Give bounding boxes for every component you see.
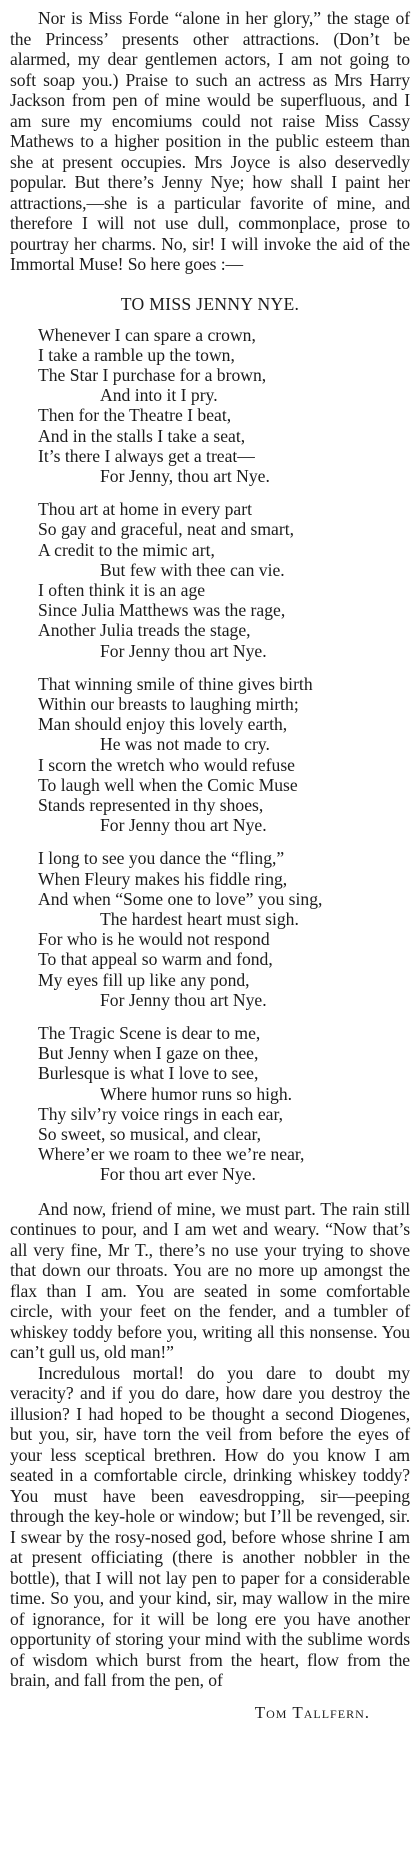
poem-line: Since Julia Matthews was the rage, [38,600,286,621]
intro-paragraph: Nor is Miss Forde “alone in her glory,” the stage of the Princess’ presents other attractions. (Don’t be alarmed, my dear gentlemen actors, I am not going to soft soap you.) Praise to such an actress as Mrs Harry Jackson from pen of mine would be superfluous, and I am sure my encomiums could not raise Miss Cassy Mathews to a higher position in the public esteem than she at present occupies. Mrs Joyce is also deservedly popular. But there’s Jenny Nye; how shall I paint her attractions,—she is a particular favorite of mine, and therefore I will not use dull, commonplace, prose to pourtray her charms. No, sir! I will invoke the aid of the Immortal Muse! So here goes :— [10,8,410,274]
poem-line: Whenever I can spare a crown, [38,324,256,345]
intro-text [10,8,410,275]
poem-line: Stands represented in thy shoes, [38,794,264,815]
poem-line: I often think it is an age [38,579,206,600]
poem-line: For Jenny thou art Nye. [100,989,267,1010]
poem-line: For Jenny, thou art Nye. [100,465,270,486]
poem-line: That winning smile of thine gives birth [38,673,313,694]
poem-line: Within our breasts to laughing mirth; [38,693,299,714]
poem-line: The hardest heart must sigh. [100,908,299,929]
poem-line: My eyes fill up like any pond, [38,969,250,990]
poem-line: Man should enjoy this lovely earth, [38,714,288,735]
poem-line: Burlesque is what I love to see, [38,1063,259,1084]
poem-line: Thy silv’ry voice rings in each ear, [38,1103,284,1124]
poem-line: So sweet, so musical, and clear, [38,1124,262,1145]
poem-line: But few with thee can vie. [100,559,285,580]
poem-stanza [38,325,410,487]
poem-line: And in the stalls I take a seat, [38,425,246,446]
poem-line: Another Julia treads the stage, [38,620,251,641]
poem-line: Where humor runs so high. [100,1083,293,1104]
poem-line: It’s there I always get a treat— [38,445,255,466]
closing-text [10,1199,410,1691]
poem-line: Where’er we roam to thee we’re near, [38,1144,305,1165]
poem-line: The Tragic Scene is dear to me, [38,1023,261,1043]
poem-line: And into it I pry. [100,385,218,406]
poem-line: So gay and graceful, neat and smart, [38,519,294,540]
author-signature: Tom Tallfern. [254,1702,370,1722]
poem-line: A credit to the mimic art, [38,539,215,560]
poem-line: I take a ramble up the town, [38,344,235,365]
poem-stanza [38,674,410,836]
poem-line: I long to see you dance the “fling,” [38,848,285,869]
poem-line: And when “Some one to love” you sing, [38,888,323,909]
poem-stanza [38,848,410,1010]
closing-paragraph-2: Incredulous mortal! do you dare to doubt my veracity? and if you do dare, how dare you destroy the illusion? I had hoped to be thought a second Diogenes, but you, sir, have torn the veil from before the eyes of your less sceptical brethren. How do you know I am seated in a comfortable circle, drinking whiskey toddy? You must have been eavesdropping, sir—peeping through the key-hole or window; but I’ll be revenged, sir. I swear by the rosy-nosed god, before whose shrine I am at present officiating (there is another nobbler in the bottle), that I will not lay pen to paper for a considerable time. So you, and your kind, sir, may wallow in the mire of ignorance, for it will be long ere you have another opportunity of storing your mind with the sublime words of wisdom which burst from the heart, flow from the brain, and fall from the pen, of [10,1362,410,1691]
poem-line: For who is he would not respond [38,929,270,950]
poem-line: He was not made to cry. [100,734,270,755]
poem-line: I scorn the wretch who would refuse [38,754,295,775]
poem-line: The Star I purchase for a brown, [38,364,267,385]
poem-title: TO MISS JENNY NYE. [120,293,300,314]
poem-line: To laugh well when the Comic Muse [38,774,298,795]
poem [38,325,410,1185]
poem-line: For thou art ever Nye. [100,1164,256,1185]
poem-stanza [38,499,410,661]
poem-stanza [38,1023,410,1185]
poem-line: For Jenny thou art Nye. [100,815,267,836]
poem-line: Then for the Theatre I beat, [38,405,232,426]
closing-paragraph-1: And now, friend of mine, we must part. The rain still continues to pour, and I am wet and weary. “Now that’s all very fine, Mr T., there’s no use your trying to shove that down our throats. You are no more up amongst the flax than I am. You are seated in some comfortable circle, with your feet on the fender, and a tumbler of whiskey toddy before you, writing all this nonsense. You can’t gull us, old man!” [10,1198,410,1363]
poem-line: To that appeal so warm and fond, [38,949,273,970]
poem-line: But Jenny when I gaze on thee, [38,1043,259,1064]
poem-line: For Jenny thou art Nye. [100,640,267,661]
poem-line: Thou art at home in every part [38,499,252,520]
poem-line: When Fleury makes his fiddle ring, [38,868,288,889]
